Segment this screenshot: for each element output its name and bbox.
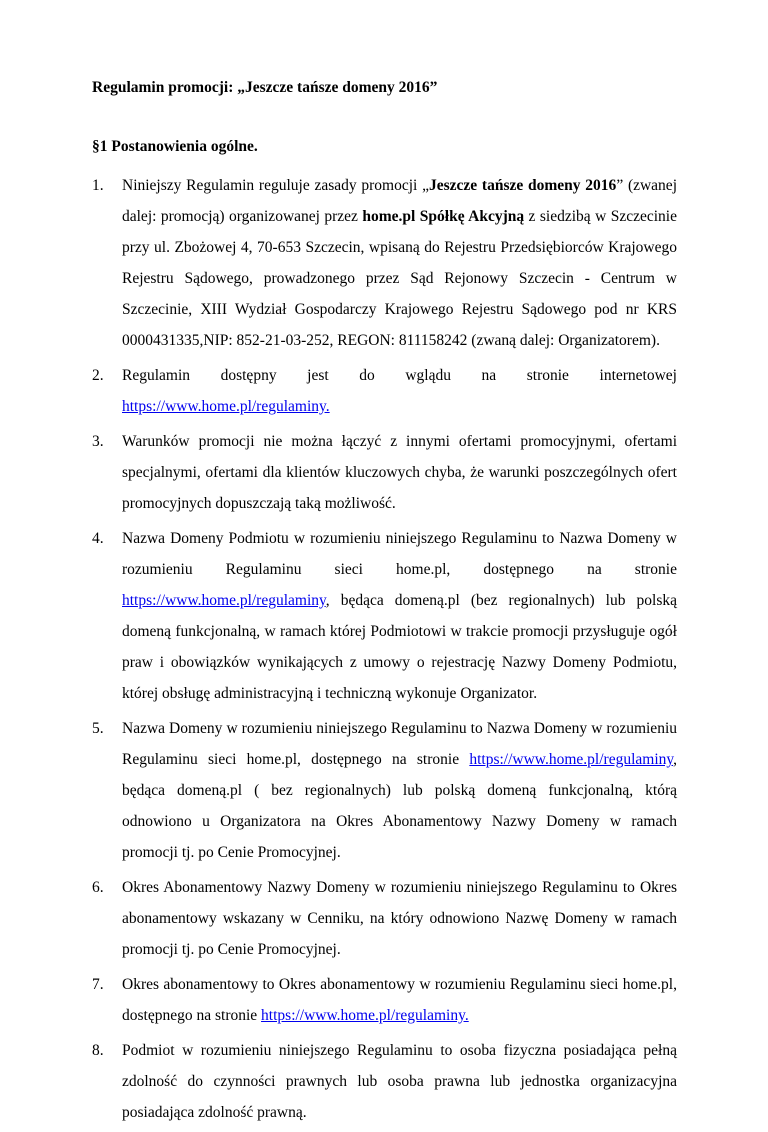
list-item-7 — [92, 969, 677, 1031]
list-item-5 — [92, 713, 677, 868]
provisions-list — [92, 170, 677, 1132]
regulations-link[interactable]: https://www.home.pl/regulaminy — [122, 592, 326, 609]
item-text: Warunków promocji nie można łączyć z innymi ofertami promocyjnymi, ofertami specjalnymi, ofertami dla klientów kluczowych chyba, że warunki poszczególnych ofert promocyjnych dopuszczają taką możliwość. — [122, 433, 677, 512]
item-number: 2. — [92, 367, 104, 384]
item-text: Niniejszy Regulamin reguluje zasady promocji „Jeszcze tańsze domeny 2016” (zwanej dalej: promocją) organizowanej przez home.pl Spółkę Akcyjną z siedzibą w Szczecinie przy ul. Zbożowej 4, 70-653 Szczecin, wpisaną do Rejestru Przedsiębiorców Krajowego Rejestru Sądowego, prowadzonego przez Sąd Rejonowy Szczecin - Centrum w Szczecinie, XIII Wydział Gospodarczy Krajowego Rejestru Sądowego pod nr KRS 0000431335,NIP: 852-21-03-252, REGON: 811158242 (zwaną dalej: Organizatorem). — [122, 177, 677, 349]
list-item-1 — [92, 170, 677, 356]
company-name: home.pl Spółkę Akcyjną — [362, 208, 525, 225]
list-item-3 — [92, 426, 677, 519]
item-text: Nazwa Domeny Podmiotu w rozumieniu niniejszego Regulaminu to Nazwa Domeny w rozumieniu Regulaminu sieci home.pl, dostępnego na stronie https://www.home.pl/regulaminy, będąca domeną.pl (bez regionalnych) lub polską domeną funkcjonalną, w ramach której Podmiotowi w trakcie promocji przysługuje ogół praw i obowiązków wynikających z umowy o rejestrację Nazwy Domeny Podmiotu, której obsługę administracyjną i techniczną wykonuje Organizator. — [122, 530, 677, 702]
item-number: 8. — [92, 1042, 104, 1059]
item-number: 7. — [92, 976, 104, 993]
item-text: Podmiot w rozumieniu niniejszego Regulaminu to osoba fizyczna posiadająca pełną zdolność do czynności prawnych lub osoba prawna lub jednostka organizacyjna posiadająca zdolność prawną. — [122, 1042, 677, 1121]
promotion-name: Jeszcze tańsze domeny 2016 — [429, 177, 617, 194]
regulations-link[interactable]: https://www.home.pl/regulaminy. — [122, 398, 330, 415]
list-item-6 — [92, 872, 677, 965]
item-number: 3. — [92, 433, 104, 450]
item-text: Nazwa Domeny w rozumieniu niniejszego Regulaminu to Nazwa Domeny w rozumieniu Regulaminu sieci home.pl, dostępnego na stronie https://www.home.pl/regulaminy, będąca domeną.pl ( bez regionalnych) lub polską domeną funkcjonalną, którą odnowiono u Organizatora na Okres Abonamentowy Nazwy Domeny w ramach promocji tj. po Cenie Promocyjnej. — [122, 720, 677, 861]
list-item-2 — [92, 360, 677, 422]
document-title: Regulamin promocji: „Jeszcze tańsze domeny 2016” — [92, 79, 438, 96]
list-item-8 — [92, 1035, 677, 1128]
item-number: 5. — [92, 720, 104, 737]
item-text: Okres Abonamentowy Nazwy Domeny w rozumieniu niniejszego Regulaminu to Okres abonamentowy wskazany w Cenniku, na który odnowiono Nazwę Domeny w ramach promocji tj. po Cenie Promocyjnej. — [122, 879, 677, 958]
item-number: 1. — [92, 177, 104, 194]
regulations-link[interactable]: https://www.home.pl/regulaminy. — [261, 1007, 469, 1024]
section-heading: §1 Postanowienia ogólne. — [92, 138, 258, 155]
list-item-4 — [92, 523, 677, 709]
item-text: Regulamin dostępny jest do wglądu na stronie internetowej — [122, 367, 677, 384]
regulations-link[interactable]: https://www.home.pl/regulaminy — [469, 751, 674, 768]
item-number: 6. — [92, 879, 104, 896]
item-number: 4. — [92, 530, 104, 547]
item-text: Okres abonamentowy to Okres abonamentowy w rozumieniu Regulaminu sieci home.pl, dostępnego na stronie https://www.home.pl/regulaminy. — [122, 976, 677, 1024]
